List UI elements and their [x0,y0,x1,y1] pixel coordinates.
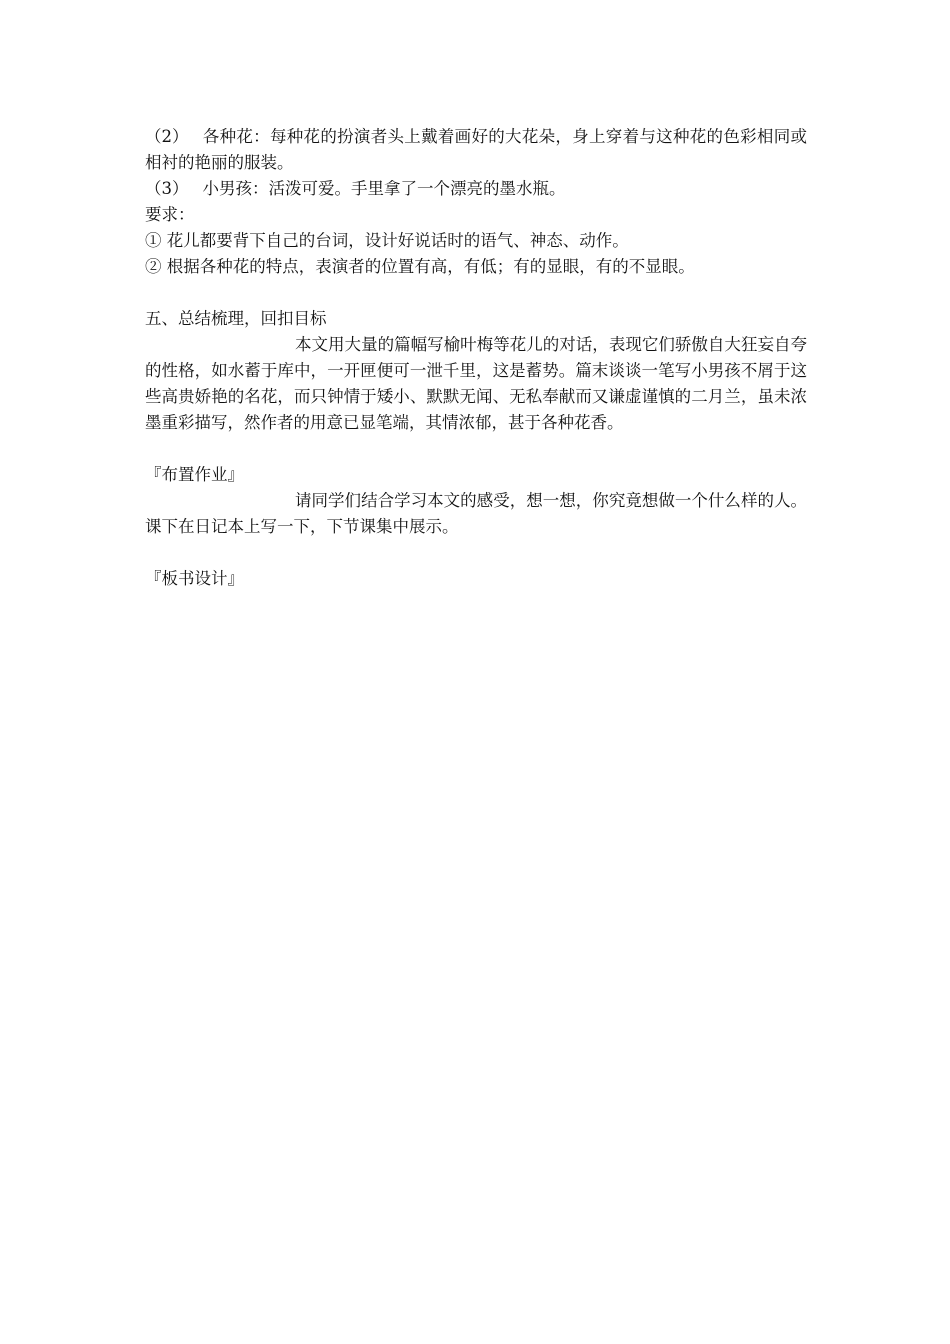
board-design-heading: 『板书设计』 [145,569,244,588]
role-boy-text: 小男孩：活泼可爱。手里拿了一个漂亮的墨水瓶。 [202,179,566,198]
role-flowers [145,124,807,176]
requirement-item-1: ① 花儿都要背下自己的台词，设计好说话时的语气、神态、动作。 [145,231,629,250]
summary-paragraph: 本文用大量的篇幅写榆叶梅等花儿的对话，表现它们骄傲自大狂妄自夸的性格，如水蓄于库中，一开匣便可一泄千里，这是蓄势。篇末谈谈一笔写小男孩不屑于这些高贵娇艳的名花，而只钟情于矮小、默默无闻、无私奉献而又谦虚谨慎的二月兰，虽未浓墨重彩描写，然作者的用意已显笔端，其情浓郁，甚于各种花香。 [145,335,807,432]
requirement-item-2: ② 根据各种花的特点，表演者的位置有高，有低；有的显眼，有的不显眼。 [145,257,695,276]
requirements-heading: 要求： [145,205,195,224]
role-boy-number: （3） [145,179,189,198]
role-boy [145,176,807,202]
summary-heading: 五、总结梳理，回扣目标 [145,309,327,328]
role-flowers-number: （2） [145,127,189,146]
homework-paragraph: 请同学们结合学习本文的感受，想一想，你究竟想做一个什么样的人。课下在日记本上写一下，下节课集中展示。 [145,491,807,536]
document-body [145,124,807,592]
role-flowers-text: 各种花：每种花的扮演者头上戴着画好的大花朵，身上穿着与这种花的色彩相同或相衬的艳丽的服装。 [145,127,807,172]
homework-heading: 『布置作业』 [145,465,244,484]
